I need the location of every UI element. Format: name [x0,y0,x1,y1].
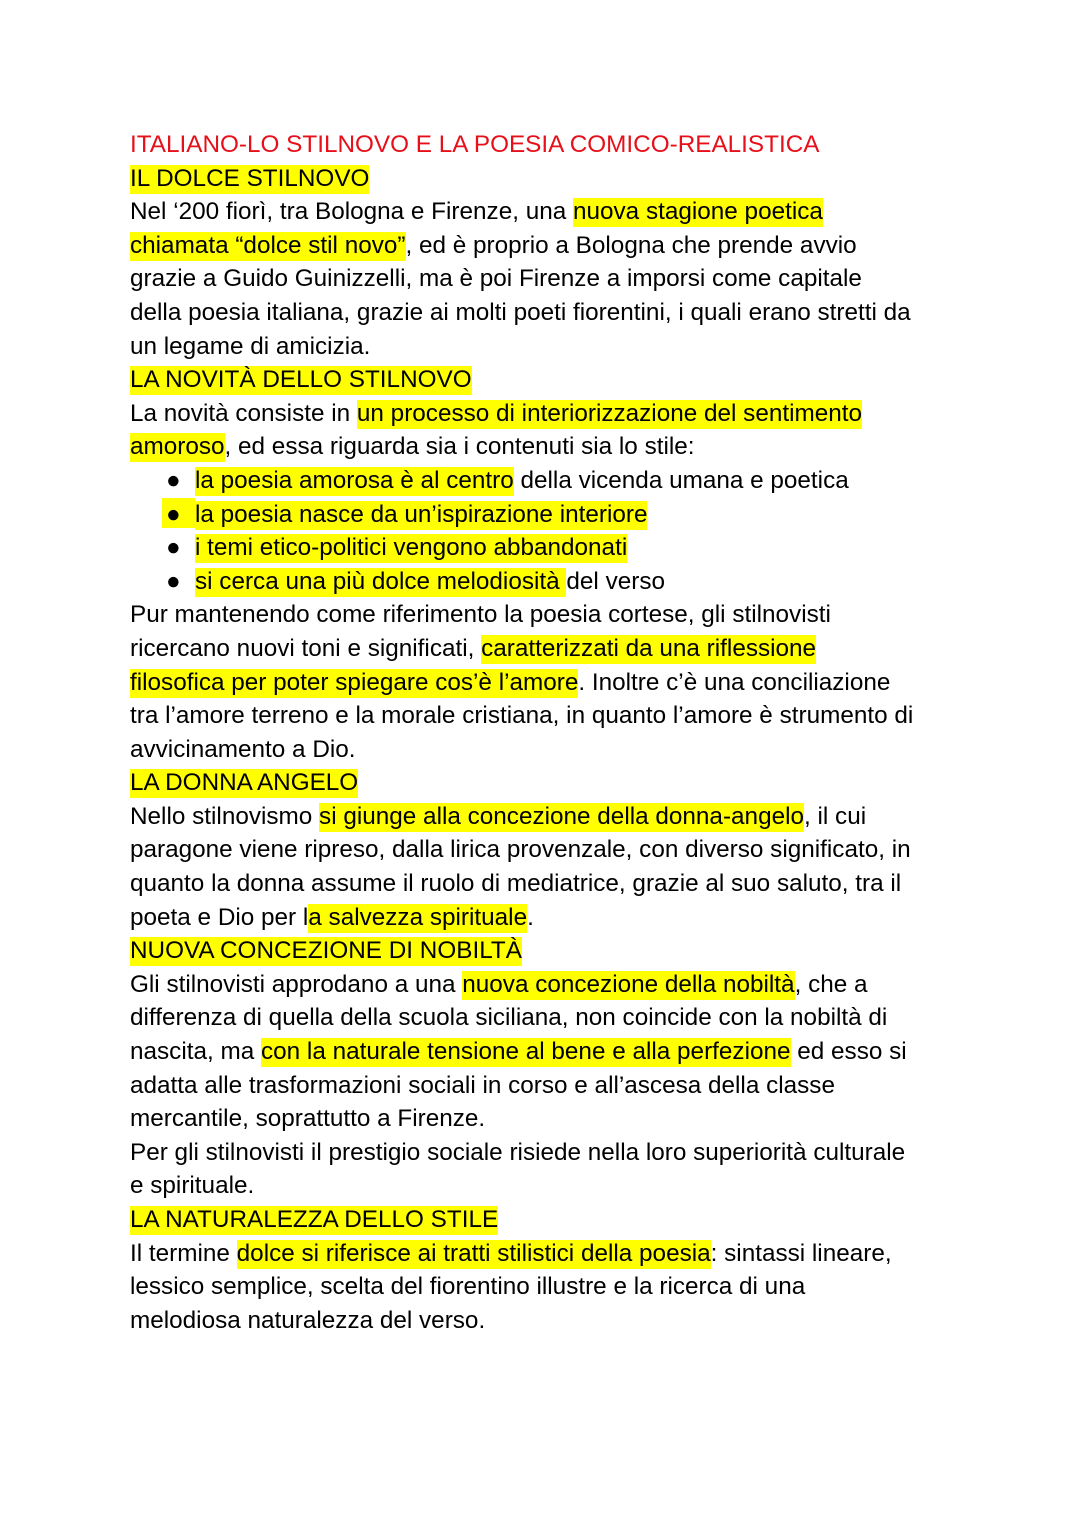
paragraph-line [130,1270,960,1304]
paragraph-line [130,296,960,330]
paragraph-line [130,1001,960,1035]
section-heading [130,363,960,397]
paragraph-line [130,262,960,296]
bullet-dot-icon: ● [166,567,181,595]
bullet-dot-icon: ● [162,498,195,528]
document-page [130,128,960,1337]
bullet-item [130,464,960,498]
text-segment: poeta e Dio per l [130,903,309,931]
document-body [130,162,960,1338]
paragraph-line [130,699,960,733]
text-segment: tra l’amore terreno e la morale cristiana, in quanto l’amore è strumento di [130,702,914,730]
text-segment: grazie a Guido Guinizzelli, ma è poi Firenze a imporsi come capitale [130,265,862,293]
text-segment: differenza di quella della scuola siciliana, non coincide con la nobiltà di [130,1004,888,1032]
text-segment: . Inoltre c’è una conciliazione [578,668,891,696]
paragraph-line [130,1069,960,1103]
section-heading-text: IL DOLCE STILNOVO [130,164,370,192]
section [130,766,960,934]
text-segment: Gli stilnovisti approdano a una [130,970,463,998]
section [130,363,960,766]
text-segment: , ed essa riguarda sia i contenuti sia lo stile: [224,433,695,461]
text-segment: nascita, ma [130,1038,261,1066]
highlighted-text: nuova concezione della nobiltà [462,970,795,998]
document-title: ITALIANO-LO STILNOVO E LA POESIA COMICO-REALISTICA [130,131,820,158]
section [130,162,960,364]
highlighted-text: a salvezza spirituale [308,903,528,931]
text-segment: e spirituale. [130,1172,255,1200]
text-segment: , che a [794,970,868,998]
highlighted-text: la poesia nasce da un’ispirazione interiore [195,500,648,528]
section-heading [130,934,960,968]
bullet-dot-icon: ● [166,466,181,494]
text-segment: Nel ‘200 fiorì, tra Bologna e Firenze, una [130,198,573,226]
highlighted-text: nuova stagione poetica [573,198,823,226]
text-segment: : sintassi lineare, [710,1239,892,1267]
text-segment: ricercano nuovi toni e significati, [130,634,482,662]
text-segment: della poesia italiana, grazie ai molti poeti fiorentini, i quali erano stretti da [130,298,911,326]
text-segment: . [527,903,534,931]
highlighted-text: la poesia amorosa è al centro [195,466,514,494]
bullet-item [130,531,960,565]
paragraph-line [130,867,960,901]
section-heading [130,162,960,196]
paragraph-line [130,1169,960,1203]
section [130,934,960,1203]
paragraph-line [130,733,960,767]
bullet-list [130,464,960,598]
highlighted-text: con la naturale tensione al bene e alla perfezione [261,1038,791,1066]
text-segment: quanto la donna assume il ruolo di mediatrice, grazie al suo saluto, tra il [130,870,902,898]
text-segment: lessico semplice, scelta del fiorentino illustre e la ricerca di una [130,1273,806,1301]
section [130,1203,960,1337]
text-segment: del verso [566,567,665,595]
text-segment: La novità consiste in [130,399,357,427]
section-heading-text: LA NOVITÀ DELLO STILNOVO [130,366,472,394]
highlighted-text: si cerca una più dolce melodiosità [195,567,567,595]
text-segment: paragone viene ripreso, dalla lirica provenzale, con diverso significato, in [130,836,911,864]
paragraph-line [130,330,960,364]
paragraph-line [130,901,960,935]
highlighted-text: si giunge alla concezione della donna-angelo [319,802,804,830]
paragraph-line [130,968,960,1002]
section-heading [130,1203,960,1237]
highlighted-text: un processo di interiorizzazione del sentimento [356,399,863,427]
text-segment: della vicenda umana e poetica [513,466,849,494]
text-segment: adatta alle trasformazioni sociali in corso e all’ascesa della classe [130,1071,835,1099]
highlighted-text: dolce si riferisce ai tratti stilistici della poesia [236,1239,711,1267]
paragraph-line [130,800,960,834]
paragraph-line [130,1102,960,1136]
text-segment: ed esso si [790,1038,907,1066]
paragraph-line [130,1237,960,1271]
text-segment: melodiosa naturalezza del verso. [130,1306,486,1334]
text-segment: avvicinamento a Dio. [130,735,356,763]
text-segment: Il termine [130,1239,237,1267]
bullet-item [130,565,960,599]
section-heading [130,766,960,800]
text-segment: mercantile, soprattutto a Firenze. [130,1105,486,1133]
bullet-dot-icon: ● [166,534,181,562]
text-segment: un legame di amicizia. [130,332,371,360]
paragraph-line [130,397,960,431]
text-segment: Per gli stilnovisti il prestigio sociale risiede nella loro superiorità culturale [130,1138,906,1166]
bullet-item [130,498,960,532]
highlighted-text: chiamata “dolce stil novo” [130,231,406,259]
text-segment: , ed è proprio a Bologna che prende avvio [405,231,857,259]
text-segment: , il cui [804,802,867,830]
section-heading-text: LA DONNA ANGELO [130,769,359,797]
section-heading-text: LA NATURALEZZA DELLO STILE [130,1206,499,1233]
paragraph-line [130,598,960,632]
section-heading-text: NUOVA CONCEZIONE DI NOBILTÀ [130,937,522,965]
paragraph-line [130,229,960,263]
paragraph-line [130,632,960,666]
paragraph-line [130,833,960,867]
text-segment: Pur mantenendo come riferimento la poesia cortese, gli stilnovisti [130,601,831,629]
highlighted-text: amoroso [130,433,225,461]
paragraph-line [130,430,960,464]
text-segment: Nello stilnovismo [130,802,320,830]
paragraph-line [130,1136,960,1170]
highlighted-text: filosofica per poter spiegare cos’è l’amore [130,668,579,696]
paragraph-line [130,666,960,700]
paragraph-line [130,1035,960,1069]
highlighted-text: i temi etico-politici vengono abbandonati [195,534,628,562]
highlighted-text: caratterizzati da una riflessione [481,634,817,662]
paragraph-line [130,195,960,229]
paragraph-line [130,1304,960,1338]
